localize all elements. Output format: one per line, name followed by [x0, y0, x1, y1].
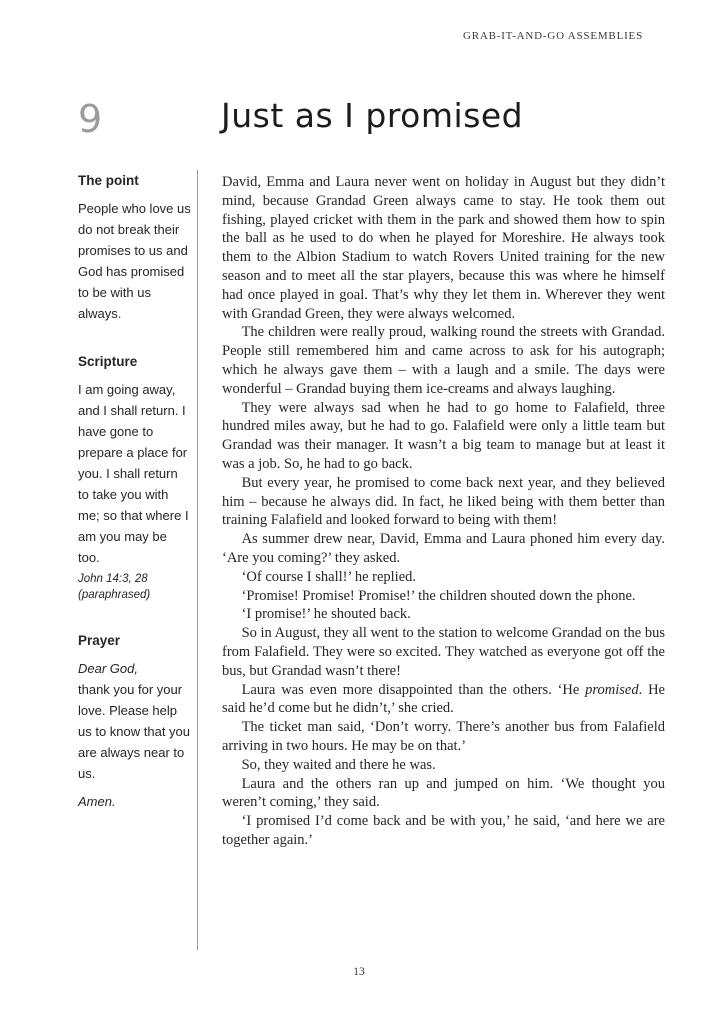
story-segment: The ticket man said, ‘Don’t worry. There’s another bus from Falafield arriving in two hours. He may be on that.’ — [222, 719, 665, 754]
sidebar-section-text: People who love us do not break their promises to us and God has promised to be with us always. — [78, 201, 191, 321]
story-paragraph — [222, 530, 665, 568]
story-paragraph — [222, 681, 665, 719]
sidebar-section-heading: Prayer — [78, 633, 121, 648]
story-segment: ‘Of course I shall!’ he replied. — [241, 568, 417, 585]
chapter-title: Just as I promised — [221, 96, 524, 135]
column-divider-rule — [197, 170, 198, 950]
story-paragraph — [222, 812, 665, 850]
story-paragraph — [222, 173, 665, 323]
story-segment: So, they waited and there he was. — [241, 756, 436, 773]
story-segment: But every year, he promised to come back next year, and they believed him – because he always did. In fact, he liked being with them better than training Falafield and looked forward to being with them! — [222, 474, 665, 529]
story-segment: As summer drew near, David, Emma and Laura phoned him every day. ‘Are you coming?’ they asked. — [222, 531, 665, 566]
sidebar-section-text: Dear God, — [78, 661, 138, 676]
sidebar-section-heading: The point — [78, 173, 139, 188]
story-segment: Laura and the others ran up and jumped on him. ‘We thought you weren’t coming,’ they said. — [222, 775, 665, 811]
story-segment: So in August, they all went to the station to welcome Grandad on the bus from Falafield. They were so excited. They watched as everyone got off the bus, but Grandad wasn’t there! — [222, 625, 665, 679]
sidebar-section-text: John 14:3, 28 (paraphrased) — [78, 573, 151, 601]
story-segment: ‘I promise!’ he shouted back. — [241, 606, 411, 623]
story-paragraph — [222, 399, 665, 474]
sidebar-section-text: Amen. — [78, 794, 116, 809]
story-paragraph — [222, 756, 665, 775]
story-paragraph — [222, 323, 665, 398]
story-paragraph — [222, 718, 665, 756]
sidebar-section-heading: Scripture — [78, 354, 138, 369]
sidebar-section-text: I am going away, and I shall return. I have gone to prepare a place for you. I shall return to take you with me; so that where I am you may be too. — [78, 382, 189, 565]
story-segment: ‘I promised I’d come back and be with you,’ he said, ‘and here we are together again.’ — [222, 813, 665, 848]
story-text — [222, 173, 665, 850]
sidebar — [78, 170, 192, 839]
story-segment: ‘Promise! Promise! Promise!’ the children shouted down the phone. — [241, 587, 636, 604]
running-head: GRAB-IT-AND-GO ASSEMBLIES — [462, 30, 643, 42]
sidebar-section — [78, 351, 192, 603]
chapter-number: 9 — [78, 97, 103, 141]
story-segment: They were always sad when he had to go home to Falafield, three hundred miles away, but he had to go. Falafield were only a little team but Grandad was their manager. It wasn’t a big team to manage but at least it was a job. So, he had to go back. — [222, 399, 665, 472]
sidebar-section — [78, 170, 192, 324]
sidebar-section-text: thank you for your love. Please help us to know that you are always near to us. — [78, 682, 191, 781]
story-segment: The children were really proud, walking round the streets with Grandad. People still remembered him and came across to ask for his autograph; which he always gave them – with a laugh and a smile. The days were wonderful – Grandad buying them ice-creams and always laughing. — [222, 324, 665, 397]
story-paragraph — [222, 474, 665, 530]
sidebar-section — [78, 630, 192, 812]
page-number: 13 — [353, 966, 365, 978]
story-segment: Laura was even more disappointed than the others. ‘He — [241, 681, 586, 698]
story-paragraph — [222, 775, 665, 813]
story-segment: . He said he’d come but he didn’t,’ she cried. — [222, 681, 665, 717]
story-paragraph — [222, 605, 665, 624]
story-segment: David, Emma and Laura never went on holiday in August but they didn’t mind, because Grandad Green always came to stay. He took them out fishing, played cricket with them in the park and showed them how to spin the ball as he used to do when he played for Moreshire. He always took them to the Albion Stadium to watch Rovers United training for the new season and to meet all the star players, because this was where he himself had once played in goal. That’s why they let them in. Wherever they went with Grandad Green, they were always welcomed. — [222, 174, 665, 322]
story-paragraph — [222, 624, 665, 680]
story-paragraph — [222, 568, 665, 587]
story-paragraph — [222, 587, 665, 606]
story-italic-word: promised — [585, 681, 639, 698]
